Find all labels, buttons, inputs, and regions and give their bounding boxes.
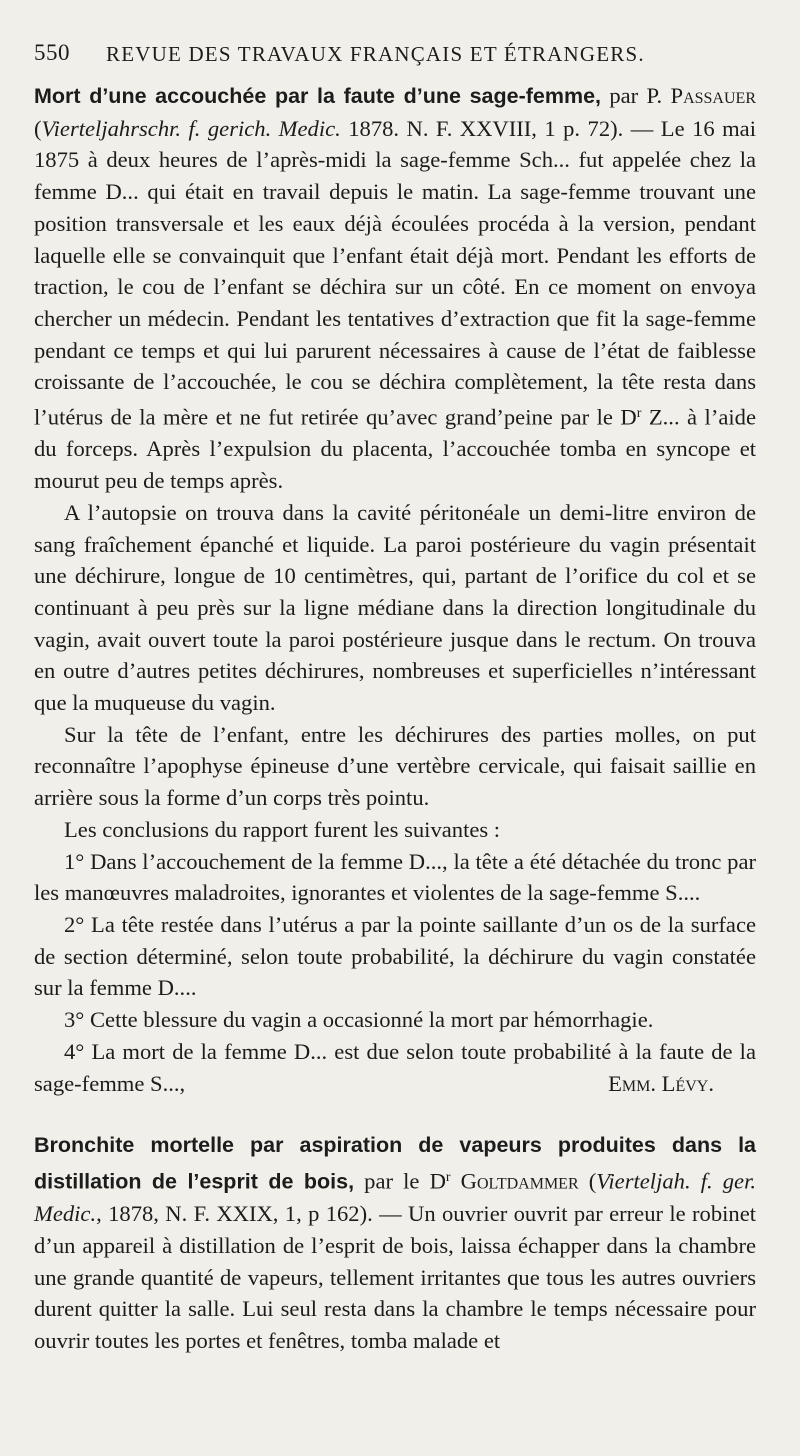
article-1-by: par — [601, 83, 639, 108]
article-1-lead-paragraph — [34, 80, 756, 497]
article-1-conclusion-4 — [34, 1036, 756, 1099]
article-2-doctor-abbrev: D — [429, 1168, 446, 1194]
document-body — [34, 80, 756, 1357]
page-number: 550 — [34, 40, 70, 65]
running-title: REVUE DES TRAVAUX FRANÇAIS ET ÉTRANGERS. — [106, 42, 645, 66]
article-1-conclusion-3: 3° Cette blessure du vagin a occasionné la mort par hémorrhagie. — [64, 1007, 654, 1033]
article-1-conclusion-2: 2° La tête restée dans l’utérus a par la pointe saillante d’un os de la surface de section déterminé, selon toute probabilité, la déchirure du vagin constatée sur la femme D.... — [34, 911, 756, 1001]
article-1-journal: Vierteljahrschr. f. gerich. Medic. — [41, 115, 341, 141]
article-1-intro-end: Z... à l’aide du forceps. Après l’expulsion du placenta, l’accouchée tomba en syncope et mourut peu de temps après. — [34, 404, 756, 494]
article-1-reference: 1878. N. F. XXVIII, 1 p. 72). — [340, 115, 624, 141]
article-1-intro: — Le 16 mai 1875 à deux heures de l’après-midi la sage-femme Sch... fut appelée chez la femme D... qui était en travail depuis le matin. La sage-femme trouvant une position transversale et les eaux déjà écoulées procéda à la version, pendant laquelle elle se convainquit que l’enfant était déjà mort. Pendant les efforts de traction, le cou de l’enfant se déchira sur un côté. En ce moment on envoya chercher un médecin. Pendant les tentatives d’extraction que fit la sage-femme pendant ce temps et qui lui parurent nécessaires à cause de l’état de faiblesse croissante de l’accouchée, le cou se déchira complètement, la tête resta dans l’utérus de la mère et ne fut retirée qu’avec grand’peine par le — [34, 115, 756, 430]
article-1-conclusion-4-text: 4° La mort de la femme D... est due selon toute probabilité à la faute de la sage-femme S..., — [34, 1038, 756, 1096]
article-1-title: Mort d’une accouchée par la faute d’une sage-femme, — [34, 84, 602, 108]
article-2-journal: Vierteljah. f. ger. Medic. — [34, 1168, 757, 1227]
section-gap — [34, 1099, 756, 1129]
article-2-title: Bronchite mortelle par aspiration de vapeurs produites dans la distillation de l’esprit de bois, — [34, 1133, 756, 1194]
article-1-author: P. Passauer — [646, 83, 756, 108]
article-2-reference: , 1878, N. F. XXIX, 1, p 162). — [96, 1201, 373, 1227]
article-1-signature: Emm. Lévy. — [608, 1070, 714, 1096]
article-1-ref-open: ( — [34, 115, 42, 141]
running-header — [34, 40, 756, 80]
article-2-ref-open: ( — [578, 1168, 597, 1194]
article-2-lead-paragraph — [34, 1129, 756, 1357]
article-2-doctor-sup: r — [445, 1169, 451, 1185]
article-1-autopsy-paragraph: A l’autopsie on trouva dans la cavité péritonéale un demi-litre environ de sang fraîchement épanché et liquide. La paroi postérieure du vagin présentait une déchirure, longue de 10 centimètres, qui, partant de l’orifice du col et se continuant à peu près sur la ligne médiane dans la direction longitudinale du vagin, avait ouvert toute la paroi postérieure jusque dans le rectum. On trouva en outre d’autres petites déchirures, nombreuses et superficielles n’intéressant que la muqueuse du vagin. — [34, 499, 756, 716]
article-1-conclusion-1: 1° Dans l’accouchement de la femme D..., la tête a été détachée du tronc par les manœuvres maladroites, ignorantes et violentes de la sage-femme S.... — [34, 848, 756, 906]
article-2-by: par le — [354, 1168, 420, 1194]
article-1-head-paragraph: Sur la tête de l’enfant, entre les déchirures des parties molles, on put reconnaître l’apophyse épineuse d’une vertèbre cervicale, qui faisait saillie en arrière sous la forme d’un corps très pointu. — [34, 721, 756, 811]
article-1-conclusions-intro: Les conclusions du rapport furent les suivantes : — [64, 816, 501, 842]
article-2-author: Goltdammer — [460, 1168, 579, 1194]
article-1-doctor-sup: r — [636, 406, 642, 422]
article-1-doctor-abbrev: D — [620, 404, 637, 430]
article-2-text: — Un ouvrier ouvrit par erreur le robinet d’un appareil à distillation de l’esprit de bois, laissa échapper dans la chambre une grande quantité de vapeurs, tellement irritantes que tous les autres ouvriers durent quitter la salle. Lui seul resta dans la chambre le temps nécessaire pour ouvrir toutes les portes et fenêtres, tomba malade et — [34, 1201, 756, 1354]
